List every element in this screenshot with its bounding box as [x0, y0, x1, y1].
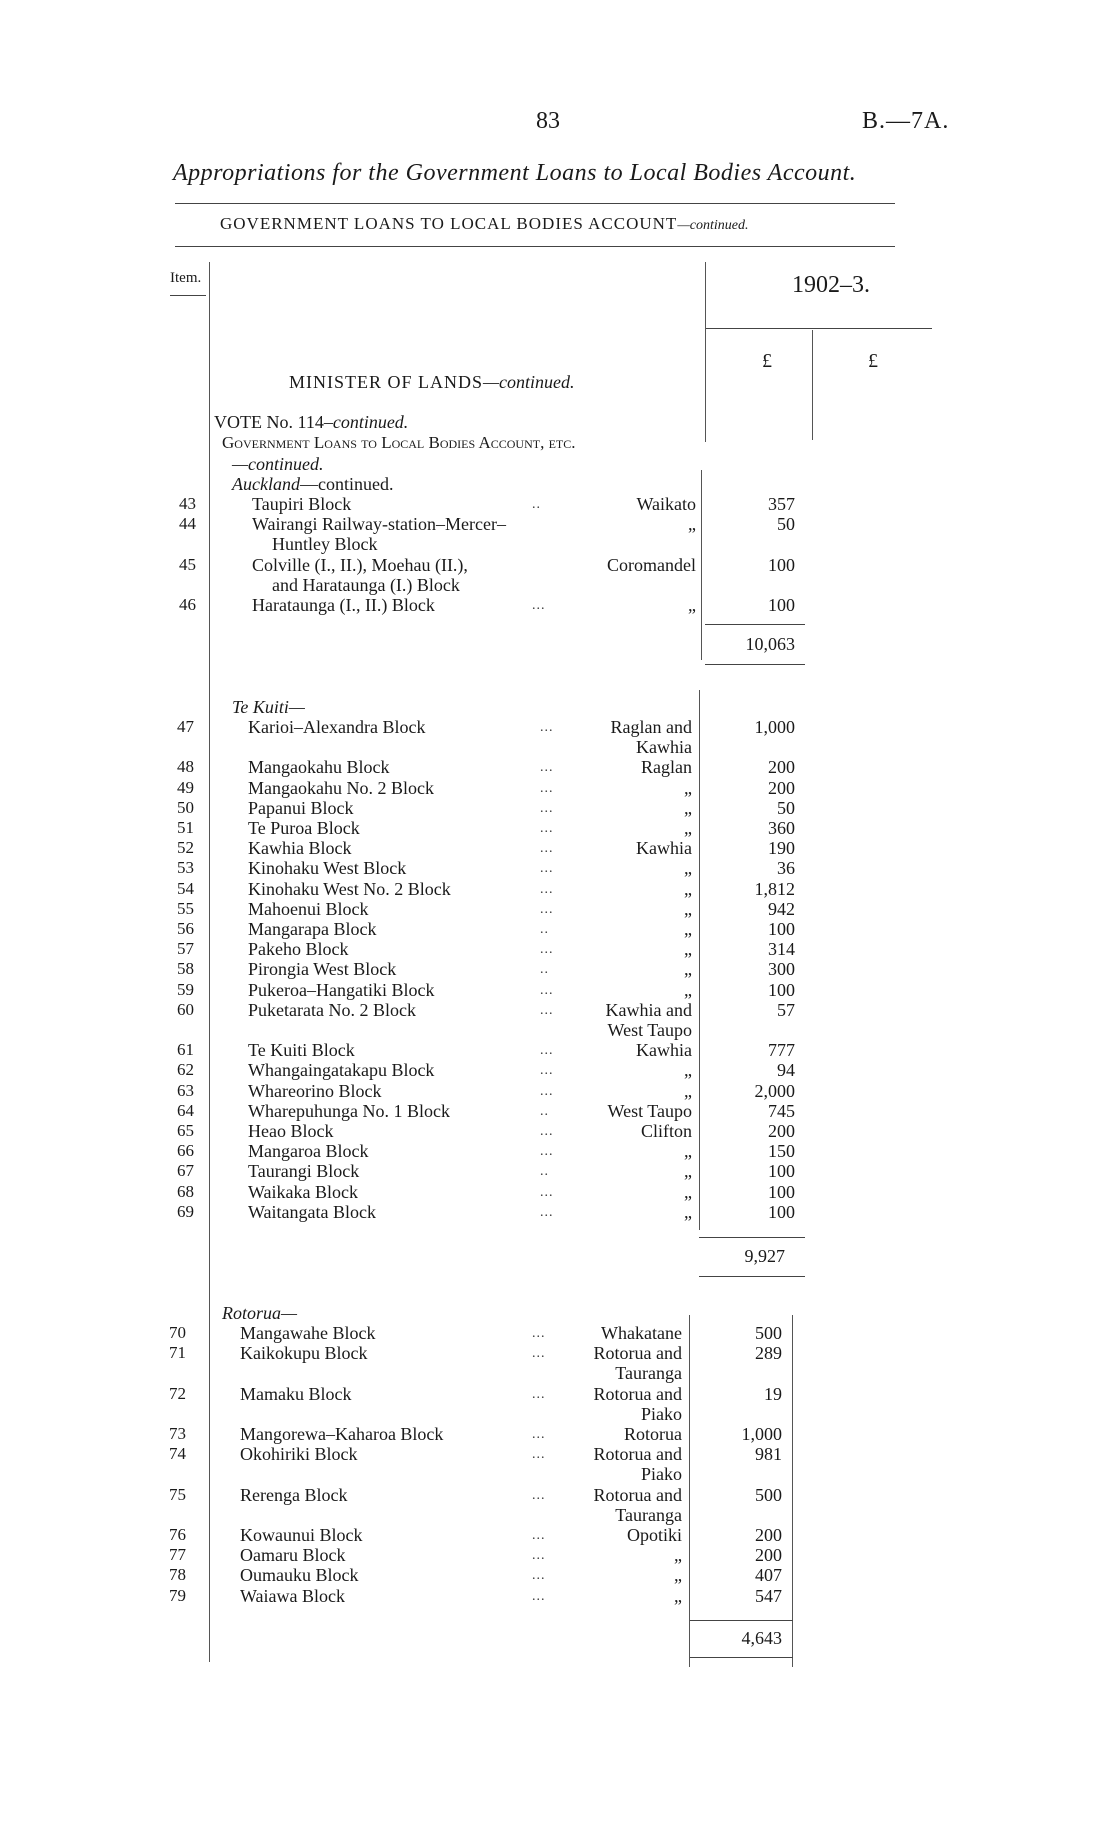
amount-value: 500 — [755, 1323, 782, 1343]
vote-continued: –continued. — [323, 412, 409, 432]
year-column-header: 1902–3. — [792, 272, 870, 298]
block-name: Mahoenui Block — [248, 898, 369, 919]
item-number: 46 — [179, 595, 196, 614]
leader-dots: ... — [532, 1548, 546, 1564]
district-name: Tauranga — [615, 1363, 682, 1384]
district-name: „ — [684, 959, 692, 980]
district-name: „ — [684, 1181, 692, 1202]
amount-value: 777 — [768, 1040, 795, 1061]
amount-value: 50 — [777, 797, 795, 818]
leader-dots: ... — [540, 1002, 554, 1018]
amount-value: 200 — [755, 1525, 782, 1545]
leader-dots: .. — [532, 497, 541, 512]
item-number: 67 — [177, 1161, 194, 1181]
item-number: 79 — [169, 1585, 186, 1605]
item-number: 71 — [169, 1343, 186, 1363]
leader-dots: ... — [540, 780, 554, 796]
district-name: „ — [684, 797, 692, 818]
item-number: 78 — [169, 1565, 186, 1585]
rotorua-heading: Rotorua— — [222, 1303, 298, 1323]
leader-dots: ... — [540, 1043, 554, 1059]
district-name: West Taupo — [607, 1100, 692, 1121]
amount-value: 357 — [768, 494, 795, 514]
leader-dots: ... — [540, 1144, 554, 1160]
te-kuiti-rule-top — [699, 1237, 805, 1238]
item-number: 56 — [177, 919, 194, 938]
district-name: „ — [688, 595, 696, 615]
amount-value: 100 — [768, 554, 795, 575]
item-number: 74 — [169, 1444, 186, 1464]
block-name: and Harataunga (I.) Block — [272, 574, 460, 595]
leader-dots: ... — [532, 1386, 546, 1402]
district-name: Piako — [640, 1464, 682, 1485]
leader-dots: ... — [532, 1528, 546, 1543]
auckland-continued: —continued. — [299, 474, 394, 494]
block-name: Kinohaku West No. 2 Block — [248, 878, 451, 899]
auckland-label: Auckland — [232, 474, 300, 494]
district-name: „ — [684, 1060, 692, 1081]
block-name: Kowaunui Block — [240, 1525, 363, 1545]
item-number: 48 — [177, 757, 194, 777]
block-name: Whareorino Block — [248, 1080, 382, 1101]
leader-dots: .. — [540, 1103, 549, 1119]
block-name: Puketarata No. 2 Block — [248, 999, 416, 1020]
leader-dots: ... — [540, 1124, 554, 1139]
leader-dots: ... — [532, 1346, 546, 1362]
district-name: Clifton — [640, 1121, 692, 1141]
vote-account-continued: —continued. — [232, 454, 324, 474]
item-column-header: Item. — [170, 270, 202, 286]
leader-dots: ... — [540, 942, 554, 958]
leader-dots: ... — [540, 720, 554, 735]
amount-value: 745 — [768, 1100, 795, 1121]
item-number: 58 — [177, 959, 194, 979]
district-name: Kawhia — [636, 838, 692, 859]
vote-account-name: Government Loans to Local Bodies Account, etc. — [222, 433, 576, 452]
leader-dots: ... — [532, 1487, 546, 1503]
district-name: Waikato — [636, 494, 696, 514]
pound-sign-2: £ — [868, 350, 878, 372]
item-number: 63 — [177, 1080, 194, 1100]
amount-value: 94 — [777, 1060, 795, 1081]
block-name: Rerenga Block — [240, 1484, 348, 1505]
district-name: „ — [684, 1080, 692, 1101]
amount-value: 50 — [777, 514, 795, 535]
leader-dots: ... — [532, 1427, 546, 1442]
block-name: Kaikokupu Block — [240, 1343, 368, 1364]
rotorua-rule-top — [690, 1620, 793, 1621]
block-name: Wharepuhunga No. 1 Block — [248, 1100, 450, 1121]
subtotal-rule-top — [705, 624, 805, 625]
amount-value: 289 — [755, 1343, 782, 1364]
leader-dots: ... — [540, 760, 554, 776]
leader-dots: ... — [532, 1447, 546, 1463]
block-name: Karioi–Alexandra Block — [248, 717, 426, 737]
amount-value: 547 — [755, 1585, 782, 1606]
district-name: „ — [684, 1141, 692, 1162]
district-name: „ — [684, 777, 692, 798]
item-number: 64 — [177, 1100, 194, 1120]
district-name: Rotorua and — [593, 1343, 682, 1364]
district-name: Kawhia — [636, 737, 692, 758]
amount-value: 100 — [768, 1201, 795, 1222]
amount-value: 100 — [768, 919, 795, 939]
district-name: „ — [684, 939, 692, 960]
amount-value: 200 — [768, 777, 795, 798]
vote-number: VOTE No. 114 — [214, 412, 324, 432]
leader-dots: ... — [540, 881, 554, 897]
block-name: Colville (I., II.), Moehau (II.), — [252, 554, 468, 575]
block-name: Papanui Block — [248, 797, 354, 818]
block-name: Okohiriki Block — [240, 1444, 358, 1465]
amount-value: 150 — [768, 1141, 795, 1162]
rotorua-amount-rule — [792, 1315, 793, 1667]
block-name: Waitangata Block — [248, 1201, 377, 1222]
item-number: 54 — [177, 878, 194, 898]
block-name: Waikaka Block — [248, 1181, 359, 1202]
item-number: 66 — [177, 1141, 194, 1161]
leader-dots: ... — [532, 1326, 546, 1341]
district-name: „ — [684, 1161, 692, 1182]
item-number: 44 — [179, 514, 196, 534]
block-name: Waiawa Block — [240, 1585, 346, 1606]
block-name: Mangarapa Block — [248, 919, 377, 939]
item-number: 49 — [177, 777, 194, 797]
leader-dots: ... — [540, 841, 554, 857]
leader-dots: ... — [540, 821, 554, 836]
leader-dots: ... — [540, 800, 554, 816]
leader-dots: ... — [540, 1063, 554, 1079]
block-name: Oamaru Block — [240, 1545, 346, 1566]
district-name: „ — [674, 1585, 682, 1606]
item-number: 61 — [177, 1040, 194, 1060]
amount-value: 981 — [755, 1444, 782, 1465]
item-number: 70 — [169, 1323, 186, 1342]
item-number: 47 — [177, 717, 194, 736]
block-name: Whangaingatakapu Block — [248, 1060, 435, 1081]
leader-dots: .. — [540, 962, 549, 978]
amount-value: 190 — [768, 838, 795, 859]
block-name: Harataunga (I., II.) Block — [252, 595, 435, 615]
item-number: 62 — [177, 1060, 194, 1080]
district-name: „ — [684, 818, 692, 838]
leader-dots: ... — [540, 982, 554, 998]
item-number: 50 — [177, 797, 194, 817]
amount-value: 100 — [768, 1181, 795, 1202]
item-number: 53 — [177, 858, 194, 878]
auckland-total: 10,063 — [745, 634, 795, 654]
pound-sign-1: £ — [762, 350, 772, 372]
block-name: Mangaroa Block — [248, 1141, 369, 1162]
te-kuiti-district-rule — [699, 690, 700, 1230]
leader-dots: ... — [532, 598, 546, 613]
district-name: „ — [684, 1201, 692, 1222]
item-number: 55 — [177, 898, 194, 918]
item-number: 57 — [177, 939, 194, 959]
te-kuiti-total: 9,927 — [744, 1246, 785, 1266]
block-name: Mangaokahu No. 2 Block — [248, 777, 434, 798]
district-name: Kawhia — [636, 1040, 692, 1061]
block-name: Kinohaku West Block — [248, 858, 407, 879]
district-name: „ — [674, 1545, 682, 1566]
amount-value: 1,000 — [741, 1424, 782, 1444]
amount-value: 314 — [768, 939, 795, 960]
block-name: Oumauku Block — [240, 1565, 359, 1586]
amount-value: 942 — [768, 898, 795, 919]
te-kuiti-heading: Te Kuiti— — [232, 697, 305, 717]
district-name: „ — [684, 919, 692, 939]
item-number: 52 — [177, 838, 194, 858]
item-number: 69 — [177, 1201, 194, 1221]
block-name: Pukeroa–Hangatiki Block — [248, 979, 435, 1000]
block-name: Kawhia Block — [248, 838, 352, 859]
amount-value: 200 — [755, 1545, 782, 1566]
block-name: Wairangi Railway-station–Mercer– — [252, 514, 506, 535]
district-name: Opotiki — [626, 1525, 682, 1545]
district-rule — [701, 470, 702, 660]
district-name: Tauranga — [615, 1504, 682, 1525]
subtitle-main: GOVERNMENT LOANS TO LOCAL BODIES ACCOUNT — [220, 214, 678, 233]
item-number: 73 — [169, 1424, 186, 1443]
district-name: „ — [684, 898, 692, 919]
amount-value: 360 — [768, 818, 795, 838]
district-name: Whakatane — [601, 1323, 682, 1343]
amount-value: 100 — [768, 979, 795, 1000]
amount-value: 36 — [777, 858, 795, 879]
amount-value: 407 — [755, 1565, 782, 1586]
amount-value: 200 — [768, 757, 795, 778]
amount-value: 2,000 — [754, 1080, 795, 1101]
district-name: „ — [684, 858, 692, 879]
block-name: Mangawahe Block — [240, 1323, 376, 1343]
item-number: 68 — [177, 1181, 194, 1201]
amount-value: 300 — [768, 959, 795, 980]
leader-dots: .. — [540, 922, 549, 937]
district-name: „ — [684, 979, 692, 1000]
amount-value: 200 — [768, 1121, 795, 1141]
subtitle-continued: —continued. — [677, 218, 749, 233]
district-name: Rotorua and — [593, 1444, 682, 1465]
leader-dots: ... — [540, 1204, 554, 1220]
item-number: 65 — [177, 1121, 194, 1140]
amount-value: 57 — [777, 999, 795, 1020]
block-name: Mangaokahu Block — [248, 757, 390, 778]
block-name: Heao Block — [248, 1121, 334, 1141]
item-number: 77 — [169, 1545, 186, 1565]
page-title: Appropriations for the Government Loans to Local Bodies Account. — [173, 160, 857, 186]
district-name: „ — [674, 1565, 682, 1586]
district-name: Raglan — [641, 757, 692, 778]
block-name: Mamaku Block — [240, 1383, 352, 1404]
amount-value: 100 — [768, 1161, 795, 1182]
block-name: Taurangi Block — [248, 1161, 360, 1182]
district-name: West Taupo — [607, 1020, 692, 1040]
amount-value: 1,812 — [754, 878, 795, 899]
leader-dots: ... — [540, 861, 554, 877]
district-name: Coromandel — [607, 554, 696, 575]
leader-dots: ... — [540, 901, 554, 917]
item-number: 76 — [169, 1525, 186, 1544]
district-name: „ — [688, 514, 696, 535]
block-name: Taupiri Block — [252, 494, 352, 514]
block-name: Te Puroa Block — [248, 818, 360, 838]
item-number: 51 — [177, 818, 194, 837]
rotorua-rule-bottom — [690, 1657, 793, 1658]
te-kuiti-rule-bottom — [699, 1276, 805, 1277]
minister-continued: —continued. — [483, 372, 575, 392]
block-name: Pakeho Block — [248, 939, 349, 960]
amount-value: 1,000 — [754, 717, 795, 737]
amount-value: 500 — [755, 1484, 782, 1505]
block-name: Te Kuiti Block — [248, 1040, 355, 1061]
leader-dots: ... — [532, 1588, 546, 1604]
rotorua-total: 4,643 — [741, 1628, 782, 1648]
leader-dots: .. — [540, 1164, 549, 1180]
district-name: Rotorua and — [593, 1484, 682, 1505]
item-number: 59 — [177, 979, 194, 999]
item-number: 45 — [179, 554, 196, 574]
amount-value: 100 — [768, 595, 795, 615]
district-name: Kawhia and — [605, 999, 692, 1020]
rotorua-district-rule — [689, 1315, 690, 1667]
item-number: 72 — [169, 1383, 186, 1403]
district-name: „ — [684, 878, 692, 899]
block-name: Huntley Block — [272, 534, 378, 555]
leader-dots: ... — [532, 1568, 546, 1584]
leader-dots: ... — [540, 1184, 554, 1200]
district-name: Raglan and — [610, 717, 692, 737]
item-number: 75 — [169, 1484, 186, 1504]
district-name: Rotorua — [624, 1424, 682, 1444]
leader-dots: ... — [540, 1083, 554, 1099]
document-code: B.—7A. — [862, 108, 950, 134]
district-name: Rotorua and — [593, 1383, 682, 1404]
item-number: 43 — [179, 494, 196, 513]
item-number: 60 — [177, 999, 194, 1019]
minister-main: MINISTER OF LANDS — [289, 372, 484, 392]
page-number: 83 — [536, 108, 560, 134]
amount-value: 19 — [764, 1383, 782, 1404]
subtotal-rule-bottom — [705, 664, 805, 665]
block-name: Pirongia West Block — [248, 959, 397, 980]
district-name: Piako — [640, 1403, 682, 1424]
block-name: Mangorewa–Kaharoa Block — [240, 1424, 444, 1444]
